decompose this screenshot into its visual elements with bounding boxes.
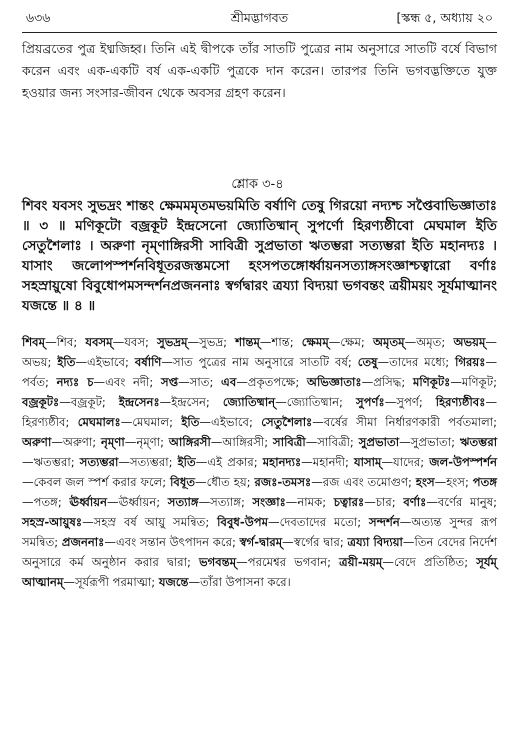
synonym-meaning: তাঁরা উপাসনা করে।	[200, 575, 291, 589]
synonym-word: সুভদ্রম্	[157, 335, 188, 349]
synonym-meaning: চার	[375, 495, 392, 509]
synonym-meaning: প্রসিদ্ধ	[373, 375, 402, 389]
synonym-word: বিবুধ-উপম	[217, 515, 269, 529]
synonym-entry: অরুণা—অরুণা	[22, 435, 93, 449]
synonym-meaning: ক্ষেম	[340, 335, 361, 349]
synonym-word: সুপ্রভাতা	[358, 435, 400, 449]
synonym-word: হংস	[415, 475, 435, 489]
synonym-word: সাবিত্রী	[273, 435, 306, 449]
synonym-entry: রজঃ-তমসঃ—রজ এবং তমোগুণ	[254, 475, 409, 489]
synonym-meaning: অত্যন্ত সুন্দর রূপ সমন্বিত	[22, 515, 498, 549]
synonym-word: ইন্দ্রসেনঃ	[118, 395, 160, 409]
synonym-meaning: অভয়	[22, 355, 48, 369]
synonym-entry: প্রজননাঃ—এবং সন্তান উৎপাদন করে	[61, 535, 232, 549]
synonym-word: শান্তম্	[235, 335, 260, 349]
synonym-entry: সূর্যম্ আত্মানম্—সূর্যরূপী পরমাত্মা	[22, 555, 497, 589]
synonym-word: যাসাম্	[353, 455, 382, 469]
synonym-entry: ইতি—এই প্রকার	[177, 455, 254, 469]
synonym-meaning: বর্ষের সীমা নির্ধারণকারী পর্বতমালা	[323, 415, 494, 429]
synonym-meaning: ধৌত হয়	[206, 475, 247, 489]
synonym-entry: বিধূত—ধৌত হয়	[170, 475, 247, 489]
synonym-meaning: সহস্র বর্ষ আয়ু সমন্বিত	[93, 515, 206, 529]
synonym-meaning: সাত	[189, 375, 210, 389]
synonym-entry: মণিকূটঃ—মণিকূট	[412, 375, 494, 389]
synonym-word: সপ্ত	[160, 375, 179, 389]
synonym-entry: তেষু—তাদের মধ্যে	[357, 355, 446, 369]
synonym-entry: সাবিত্রী—সাবিত্রী	[273, 435, 350, 449]
synonym-meaning: আঙ্গিরসী	[222, 435, 265, 449]
book-title: শ্রীমদ্ভাগবত	[230, 10, 289, 25]
synonym-meaning: সাবিত্রী	[317, 435, 350, 449]
synonym-meaning: নামক	[297, 495, 323, 509]
synonym-word: অভয়ম্	[453, 335, 486, 349]
synonyms-section: শিবম্—শিব; যবসম্—যবস; সুভদ্রম্—সুভদ্র; শান্তম্—শান্ত; ক্ষেমম্—ক্ষেম; অমৃতম্—অমৃত; অভয়ম্—অভয়; ইতি—এইভাবে; বর্ষাণি—সাত পুত্রের নাম অনুসারে সাতটি বর্ষ; তেষু—তাদের মধ্যে; গিরয়ঃ—পর্বত; নদ্যঃ চ—এবং নদী; সপ্ত—সাত; এব—প্রকৃতপক্ষে; অভিজ্ঞাতাঃ—প্রসিদ্ধ; মণিকূটঃ—মণিকূট; বজ্রকূটঃ—বজ্রকূট; ইন্দ্রসেনঃ—ইন্দ্রসেন; জ্যোতিষ্মান্—জ্যোতিষ্মান; সুপর্ণঃ—সুপর্ণ; হিরণ্যষ্ঠীবঃ—হিরণ্যষ্ঠীব; মেঘমালঃ—মেঘমাল; ইতি—এইভাবে; সেতুশৈলাঃ—বর্ষের সীমা নির্ধারণকারী পর্বতমালা; অরুণা—অরুণা; নৃম্ণা—নৃম্ণা; আঙ্গিরসী—আঙ্গিরসী; সাবিত্রী—সাবিত্রী; সুপ্রভাতা—সুপ্রভাতা; ঋতম্ভরা—ঋতম্ভরা; সত্যম্ভরা—সত্যম্ভরা; ইতি—এই প্রকার; মহানদ্যঃ—মহানদী; যাসাম্—যাদের; জল-উপস্পর্শন—কেবল জল স্পর্শ করার ফলে; বিধূত—ধৌত হয়; রজঃ-তমসঃ—রজ এবং তমোগুণ; হংস—হংস; পতঙ্গ—পতঙ্গ; ঊর্ধ্বায়ন—ঊর্ধ্বায়ন; সত্যাঙ্গ—সত্যাঙ্গ; সংজ্ঞাঃ—নামক; চত্বারঃ—চার; বর্ণাঃ—বর্ণের মানুষ; সহস্র-আয়ুষঃ—সহস্র বর্ষ আয়ু সমন্বিত; বিবুধ-উপম—দেবতাদের মতো; সন্দর্শন—অত্যন্ত সুন্দর রূপ সমন্বিত; প্রজননাঃ—এবং সন্তান উৎপাদন করে; স্বর্গ-দ্বারম্—স্বর্গের দ্বার; ত্রয্যা বিদ্যয়া—তিন বেদের নির্দেশ অনুসারে কর্ম অনুষ্ঠান করার দ্বারা; ভগবন্তম্—পরমেশ্বর ভগবান; ত্রয়ী-ময়ম্—বেদে প্রতিষ্ঠিত; সূর্যম্ আত্মানম্—সূর্যরূপী পরমাত্মা; যজন্তে—তাঁরা উপাসনা করে।	[22, 335, 498, 589]
synonym-word: অমৃতম্	[372, 335, 405, 349]
synonym-word: সুপর্ণঃ	[355, 395, 385, 409]
synonym-entry: ত্রয়ী-ময়ম্—বেদে প্রতিষ্ঠিত	[339, 555, 465, 569]
synonym-meaning: হিরণ্যষ্ঠীব	[22, 415, 66, 429]
synonym-entry: যজন্তে—তাঁরা উপাসনা করে।	[158, 575, 291, 589]
synonym-meaning: শান্ত	[271, 335, 290, 349]
synonym-entry: চত্বারঃ—চার	[333, 495, 392, 509]
synonym-meaning: দেবতাদের মতো	[279, 515, 358, 529]
synonym-meaning: এবং নদী	[105, 375, 150, 389]
synonym-entry: ইন্দ্রসেনঃ—ইন্দ্রসেন	[118, 395, 206, 409]
synonym-word: গিরয়ঃ	[455, 355, 486, 369]
synonym-entry: ইতি—এইভাবে	[57, 355, 125, 369]
synonym-word: স্বর্গ-দ্বারম্	[239, 535, 283, 549]
synonym-meaning: ঋতম্ভরা	[33, 455, 71, 469]
synonym-word: সত্যাঙ্গ	[167, 495, 199, 509]
synonym-meaning: সত্যম্ভরা	[130, 455, 169, 469]
synonym-word: ঋতম্ভরা	[459, 435, 498, 449]
synonym-meaning: কেবল জল স্পর্শ করার ফলে	[33, 475, 163, 489]
synonym-word: ত্রয়ী-ময়ম্	[339, 555, 383, 569]
synonym-entry: সহস্র-আয়ুষঃ—সহস্র বর্ষ আয়ু সমন্বিত	[22, 515, 206, 529]
chapter-location: [স্কন্ধ ৫, অধ্যায় ২০	[396, 10, 493, 25]
synonym-word: মহানদ্যঃ	[262, 455, 302, 469]
synonym-meaning: হংস	[446, 475, 465, 489]
synonym-word: বজ্রকূটঃ	[22, 395, 60, 409]
synonym-word: অরুণা	[22, 435, 52, 449]
synonym-entry: এব—প্রকৃতপক্ষে	[221, 375, 296, 389]
synonym-entry: অমৃতম্—অমৃত	[372, 335, 442, 349]
synonym-entry: মহানদ্যঃ—মহানদী	[262, 455, 345, 469]
synonym-meaning: সূর্যরূপী পরমাত্মা	[75, 575, 152, 589]
synonym-word: এব	[221, 375, 237, 389]
synonym-word: নদ্যঃ চ	[56, 375, 94, 389]
synonym-meaning: ঊর্ধ্বায়ন	[118, 495, 157, 509]
synonym-entry: নদ্যঃ চ—এবং নদী	[56, 375, 150, 389]
synonym-meaning: শিব	[56, 335, 74, 349]
synonym-meaning: নৃম্ণা	[136, 435, 161, 449]
synonym-entry: ঋতম্ভরা—ঋতম্ভরা	[22, 435, 498, 469]
synonym-meaning: সুভদ্র	[199, 335, 224, 349]
synonym-meaning: এইভাবে	[211, 415, 249, 429]
synonym-meaning: বেদে প্রতিষ্ঠিত	[393, 555, 465, 569]
synonym-meaning: সত্যাঙ্গ	[210, 495, 241, 509]
synonym-entry: ঊর্ধ্বায়ন—ঊর্ধ্বায়ন	[69, 495, 157, 509]
synonym-word: সন্দর্শন	[369, 515, 400, 529]
page-number: ৬৩৬	[26, 10, 51, 25]
synonym-word: সূর্যম্ আত্মানম্	[22, 555, 497, 589]
synonym-word: সেতুশৈলাঃ	[261, 415, 313, 429]
synonym-word: পতঙ্গ	[472, 475, 498, 489]
synonym-entry: হংস—হংস	[415, 475, 465, 489]
synonym-entry: সন্দর্শন—অত্যন্ত সুন্দর রূপ সমন্বিত	[22, 515, 498, 549]
synonym-meaning: অরুণা	[62, 435, 93, 449]
synonym-entry: সত্যাঙ্গ—সত্যাঙ্গ	[167, 495, 241, 509]
synonym-meaning: মহানদী	[312, 455, 345, 469]
synonym-meaning: এইভাবে	[87, 355, 125, 369]
synonym-entry: যবসম্—যবস	[85, 335, 146, 349]
synonym-word: জল-উপস্পর্শন	[429, 455, 498, 469]
synonym-entry: যাসাম্—যাদের	[353, 455, 421, 469]
synonym-word: ইতি	[181, 415, 200, 429]
synonym-word: সত্যম্ভরা	[79, 455, 119, 469]
synonym-entry: ত্রয্যা বিদ্যয়া—তিন বেদের নির্দেশ অনুসারে কর্ম অনুষ্ঠান করার দ্বারা	[22, 535, 498, 569]
synonym-entry: গিরয়ঃ—পর্বত	[22, 355, 498, 389]
synonym-word: হিরণ্যষ্ঠীবঃ	[435, 395, 486, 409]
synonym-word: যজন্তে	[158, 575, 189, 589]
synonym-word: ঊর্ধ্বায়ন	[69, 495, 108, 509]
synonym-entry: জল-উপস্পর্শন—কেবল জল স্পর্শ করার ফলে	[22, 455, 498, 489]
synonym-entry: স্বর্গ-দ্বারম্—স্বর্গের দ্বার	[239, 535, 340, 549]
synonym-word: শিবম্	[22, 335, 46, 349]
synonym-word: ভগবন্তম্	[199, 555, 237, 569]
synonym-word: মেঘমালঃ	[77, 415, 121, 429]
synonym-word: প্রজননাঃ	[61, 535, 105, 549]
page-header	[20, 6, 499, 30]
synonym-word: বিধূত	[170, 475, 196, 489]
synonym-entry: জ্যোতিষ্মান্—জ্যোতিষ্মান	[222, 395, 340, 409]
intro-paragraph: প্রিয়ব্রতের পুত্র ইধ্মজিহ্ব। তিনি এই দ্বীপকে তাঁর সাতটি পুত্রের নাম অনুসারে সাতটি বর্ষে বিভাগ করেন এবং এক-একটি বর্ষ এক-একটি পুত্রকে দান করেন। তারপর তিনি ভগবদ্ভক্তিতে যুক্ত হওয়ার জন্য সংসার-জীবন থেকে অবসর গ্রহণ করেন।	[22, 41, 497, 100]
synonym-word: বর্ণাঃ	[403, 495, 427, 509]
synonym-meaning: তিন বেদের নির্দেশ অনুসারে কর্ম অনুষ্ঠান করার দ্বারা	[22, 535, 498, 569]
synonym-entry: ইতি—এইভাবে	[181, 415, 249, 429]
synonym-entry: ভগবন্তম্—পরমেশ্বর ভগবান	[199, 555, 328, 569]
shloka-heading: শ্লোক ৩-৪	[231, 177, 284, 192]
synonym-entry: অভয়ম্—অভয়	[22, 335, 498, 369]
synonym-meaning: রজ এবং তমোগুণ	[322, 475, 409, 489]
synonym-meaning: তাদের মধ্যে	[389, 355, 446, 369]
synonym-meaning: সুপ্রভাতা	[410, 435, 452, 449]
synonym-meaning: সুপর্ণ	[396, 395, 419, 409]
synonym-meaning: ইন্দ্রসেন	[171, 395, 206, 409]
synonym-entry: সেতুশৈলাঃ—বর্ষের সীমা নির্ধারণকারী পর্বতমালা	[261, 415, 494, 429]
synonym-word: ইতি	[57, 355, 76, 369]
synonym-word: অভিজ্ঞাতাঃ	[306, 375, 362, 389]
synonym-word: মণিকূটঃ	[412, 375, 451, 389]
synonym-meaning: পতঙ্গ	[33, 495, 58, 509]
synonym-entry: সত্যম্ভরা—সত্যম্ভরা	[79, 455, 169, 469]
synonym-word: যবসম্	[85, 335, 113, 349]
synonym-entry: হিরণ্যষ্ঠীবঃ—হিরণ্যষ্ঠীব	[22, 395, 498, 429]
synonym-word: সংজ্ঞাঃ	[252, 495, 286, 509]
synonym-meaning: বর্ণের মানুষ	[437, 495, 494, 509]
synonym-entry: শিবম্—শিব	[22, 335, 74, 349]
synonym-entry: সুপ্রভাতা—সুপ্রভাতা	[358, 435, 452, 449]
synonym-meaning: এই প্রকার	[207, 455, 254, 469]
synonym-entry: বিবুধ-উপম—দেবতাদের মতো	[217, 515, 358, 529]
synonym-entry: মেঘমালঃ—মেঘমাল	[77, 415, 170, 429]
synonym-meaning: প্রকৃতপক্ষে	[247, 375, 296, 389]
verse-text: শিবং যবসং সুভদ্রং শান্তং ক্ষেমমমৃতমভয়মিতি বর্ষাণি তেষু গিরয়ো নদ্যশ্চ সপ্তৈবাভিজ্ঞাতাঃ ॥ ৩ ॥ মণিকূটো বজ্রকূট ইন্দ্রসেনো জ্যোতিষ্মান্ সুপর্ণো হিরণ্যষ্ঠীবো মেঘমাল ইতি সেতুশৈলাঃ । অরুণা নৃম্ণাঙ্গিরসী সাবিত্রী সুপ্রভাতা ঋতম্ভরা সত্যম্ভরা ইতি মহানদ্যঃ । যাসাং জলোপস্পর্শনবিধূতরজস্তমসো হংসপতঙ্গোর্ধ্বায়নসত্যাঙ্গসংজ্ঞাশ্চত্বারো বর্ণাঃ সহস্রায়ুষো বিবুধোপমসন্দর্শনপ্রজননাঃ স্বর্গদ্বারং ত্রয্যা বিদ্যয়া ভগবন্তং ত্রয়ীময়ং সূর্যমাত্মানং যজন্তে ॥ ৪ ॥	[22, 198, 497, 314]
synonym-word: বর্ষাণি	[134, 355, 162, 369]
synonym-entry: সংজ্ঞাঃ—নামক	[252, 495, 323, 509]
synonym-word: ক্ষেমম্	[301, 335, 329, 349]
synonym-meaning: যাদের	[393, 455, 421, 469]
synonym-word: আঙ্গিরসী	[168, 435, 211, 449]
synonym-meaning: এবং সন্তান উৎপাদন করে	[115, 535, 232, 549]
synonym-meaning: যবস	[124, 335, 146, 349]
synonym-word: নৃম্ণা	[101, 435, 125, 449]
synonym-word: চত্বারঃ	[333, 495, 365, 509]
synonym-meaning: বজ্রকূট	[70, 395, 102, 409]
synonym-word: ত্রয্যা বিদ্যয়া	[347, 535, 403, 549]
synonym-entry: ক্ষেমম্—ক্ষেম	[301, 335, 361, 349]
header-divider	[22, 32, 497, 33]
synonym-entry: শান্তম্—শান্ত	[235, 335, 290, 349]
synonym-meaning: পর্বত	[22, 375, 46, 389]
synonym-meaning: স্বর্গের দ্বার	[293, 535, 340, 549]
synonym-meaning: মণিকূট	[461, 375, 494, 389]
synonym-word: রজঃ-তমসঃ	[254, 475, 312, 489]
synonym-entry: বর্ষাণি—সাত পুত্রের নাম অনুসারে সাতটি বর্ষ	[134, 355, 348, 369]
synonym-word: তেষু	[357, 355, 378, 369]
synonym-word: জ্যোতিষ্মান্	[222, 395, 276, 409]
synonym-meaning: সাত পুত্রের নাম অনুসারে সাতটি বর্ষ	[173, 355, 348, 369]
synonym-entry: বজ্রকূটঃ—বজ্রকূট	[22, 395, 102, 409]
synonym-entry: আঙ্গিরসী—আঙ্গিরসী	[168, 435, 265, 449]
synonym-word: ইতি	[177, 455, 196, 469]
synonym-entry: নৃম্ণা—নৃম্ণা	[101, 435, 161, 449]
synonym-meaning: মেঘমাল	[132, 415, 170, 429]
synonym-entry: পতঙ্গ—পতঙ্গ	[22, 475, 498, 509]
synonym-entry: অভিজ্ঞাতাঃ—প্রসিদ্ধ	[306, 375, 402, 389]
synonym-meaning: পরমেশ্বর ভগবান	[247, 555, 328, 569]
synonym-entry: সপ্ত—সাত	[160, 375, 210, 389]
synonym-meaning: অমৃত	[416, 335, 442, 349]
synonym-entry: বর্ণাঃ—বর্ণের মানুষ	[403, 495, 494, 509]
synonym-word: সহস্র-আয়ুষঃ	[22, 515, 83, 529]
synonym-entry: সুপর্ণঃ—সুপর্ণ	[355, 395, 419, 409]
synonym-meaning: জ্যোতিষ্মান	[286, 395, 340, 409]
synonym-entry: সুভদ্রম্—সুভদ্র	[157, 335, 224, 349]
